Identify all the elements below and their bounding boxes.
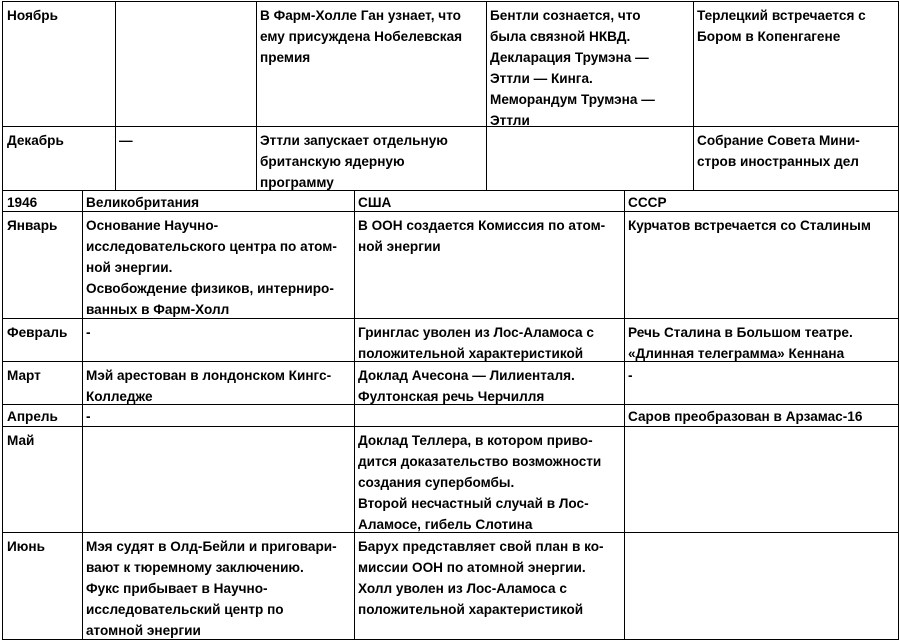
cell-text: Эттли xyxy=(490,113,530,126)
cell-text: Доклад Ачесона — Лилиенталя. xyxy=(358,368,575,383)
month-label: Ноябрь xyxy=(7,8,58,23)
month-cell-may xyxy=(3,427,82,533)
cell-text: Бором в Копенгагене xyxy=(697,29,841,44)
cell-text: Аламосе, гибель Слотина xyxy=(358,517,533,532)
cell-text: Саров преобразован в Арзамас-16 xyxy=(628,409,863,424)
january-usa xyxy=(354,212,624,318)
cell-text: Гринглас уволен из Лос-Аламоса с xyxy=(358,325,594,340)
grid-line xyxy=(898,1,899,640)
april-uk xyxy=(82,405,354,427)
grid-line xyxy=(486,1,487,191)
column-header-label: СССР xyxy=(628,195,667,210)
may-ussr xyxy=(624,427,898,533)
grid-line xyxy=(2,361,899,362)
may-usa xyxy=(354,427,624,533)
december-col5 xyxy=(693,127,898,190)
cell-text: Курчатов встречается со Сталиным xyxy=(628,218,871,233)
cell-text: Колледже xyxy=(86,389,153,404)
grid-line xyxy=(82,190,83,640)
grid-line xyxy=(693,1,694,191)
cell-text: В ООН создается Комиссия по атом- xyxy=(358,218,606,233)
april-ussr xyxy=(624,405,898,427)
month-cell-december xyxy=(3,127,115,190)
grid-line xyxy=(2,1,3,640)
grid-line xyxy=(2,211,899,212)
grid-line xyxy=(2,426,899,427)
january-uk xyxy=(82,212,354,318)
month-cell-march xyxy=(3,362,82,405)
cell-text: «Длинная телеграмма» Кеннана xyxy=(628,346,845,361)
cell-text: положительной характеристикой xyxy=(358,346,584,361)
cell-text: ной энергии. xyxy=(86,260,173,275)
column-header-uk xyxy=(82,191,354,212)
cell-text: Эттли — Кинга. xyxy=(490,71,593,86)
cell-text: Доклад Теллера, в котором приво- xyxy=(358,433,593,448)
month-label: Июнь xyxy=(7,539,45,554)
cell-text: Речь Сталина в Большом театре. xyxy=(628,325,853,340)
february-ussr xyxy=(624,319,898,362)
november-col3 xyxy=(256,2,487,126)
december-col3 xyxy=(256,127,487,190)
cell-text: Холл уволен из Лос-Аламоса с xyxy=(358,581,567,596)
cell-text: атомной энергии xyxy=(86,623,201,638)
december-col4 xyxy=(486,127,693,190)
cell-text: ему присуждена Нобелевская xyxy=(260,29,463,44)
cell-text: исследовательского центра по атом- xyxy=(86,239,337,254)
cell-text: Мэя судят в Олд-Бейли и приговари- xyxy=(86,539,337,554)
month-label: Март xyxy=(7,368,41,383)
grid-line xyxy=(2,532,899,533)
month-label: Май xyxy=(7,433,35,448)
month-cell-november xyxy=(3,2,115,126)
november-col2 xyxy=(115,2,256,126)
cell-text: создания супербомбы. xyxy=(358,475,515,490)
march-usa xyxy=(354,362,624,405)
cell-text: исследовательский центр по xyxy=(86,602,284,617)
february-uk xyxy=(82,319,354,362)
march-uk xyxy=(82,362,354,405)
cell-text: Фултонская речь Черчилля xyxy=(358,389,545,404)
cell-text: программу xyxy=(260,175,334,190)
month-cell-april xyxy=(3,405,82,427)
cell-text: вают к тюремному заключению. xyxy=(86,560,304,575)
april-usa xyxy=(354,405,624,427)
cell-text: ной энергии xyxy=(358,239,441,254)
november-col4 xyxy=(486,2,693,126)
grid-line xyxy=(624,190,625,640)
cell-text: дится доказательство возможности xyxy=(358,454,602,469)
grid-line xyxy=(2,190,899,191)
month-cell-february xyxy=(3,319,82,362)
cell-text: ванных в Фарм-Холл xyxy=(86,302,230,317)
month-label: Февраль xyxy=(7,325,68,340)
month-label: Апрель xyxy=(7,409,58,424)
november-col5 xyxy=(693,2,898,126)
month-cell-january xyxy=(3,212,82,318)
cell-text: была связной НКВД. xyxy=(490,29,631,44)
june-uk xyxy=(82,533,354,640)
cell-text: Терлецкий встречается с xyxy=(697,8,866,23)
cell-text: Декларация Трумэна — xyxy=(490,50,649,65)
may-uk xyxy=(82,427,354,533)
month-label: Декабрь xyxy=(7,133,64,148)
column-header-label: США xyxy=(358,195,392,210)
cell-text: Собрание Совета Мини- xyxy=(697,133,860,148)
march-ussr xyxy=(624,362,898,405)
cell-text: - xyxy=(86,409,91,424)
june-usa xyxy=(354,533,624,640)
cell-text: британскую ядерную xyxy=(260,154,405,169)
grid-line xyxy=(2,1,899,2)
cell-text: Барух представляет свой план в ко- xyxy=(358,539,604,554)
grid-line xyxy=(2,404,899,405)
grid-line xyxy=(2,126,899,127)
cell-text: Основание Научно- xyxy=(86,218,219,233)
month-cell-june xyxy=(3,533,82,640)
cell-text: Бентли сознается, что xyxy=(490,8,641,23)
month-label: Январь xyxy=(7,218,58,233)
grid-line xyxy=(2,318,899,319)
december-col2 xyxy=(115,127,256,190)
column-header-label: Великобритания xyxy=(86,195,200,210)
cell-text: — xyxy=(119,133,133,148)
column-header-ussr xyxy=(624,191,898,212)
cell-text: Мэй арестован в лондонском Кингс- xyxy=(86,368,332,383)
cell-text: В Фарм-Холле Ган узнает, что xyxy=(260,8,461,23)
cell-text: положительной характеристикой xyxy=(358,602,584,617)
june-ussr xyxy=(624,533,898,640)
january-ussr xyxy=(624,212,898,318)
february-usa xyxy=(354,319,624,362)
cell-text: Второй несчастный случай в Лос- xyxy=(358,496,589,511)
cell-text: Освобождение физиков, интерниро- xyxy=(86,281,334,296)
cell-text: Меморандум Трумэна — xyxy=(490,92,655,107)
cell-text: Эттли запускает отдельную xyxy=(260,133,448,148)
cell-text: - xyxy=(628,368,633,383)
column-header-usa xyxy=(354,191,624,212)
year-cell xyxy=(3,191,82,212)
cell-text: миссии ООН по атомной энергии. xyxy=(358,560,586,575)
cell-text: - xyxy=(86,325,91,340)
cell-text: премия xyxy=(260,50,311,65)
grid-line xyxy=(354,190,355,640)
cell-text: стров иностранных дел xyxy=(697,154,859,169)
cell-text: Фукс прибывает в Научно- xyxy=(86,581,268,596)
year-label: 1946 xyxy=(7,195,38,210)
grid-line xyxy=(256,1,257,191)
grid-line xyxy=(115,1,116,191)
